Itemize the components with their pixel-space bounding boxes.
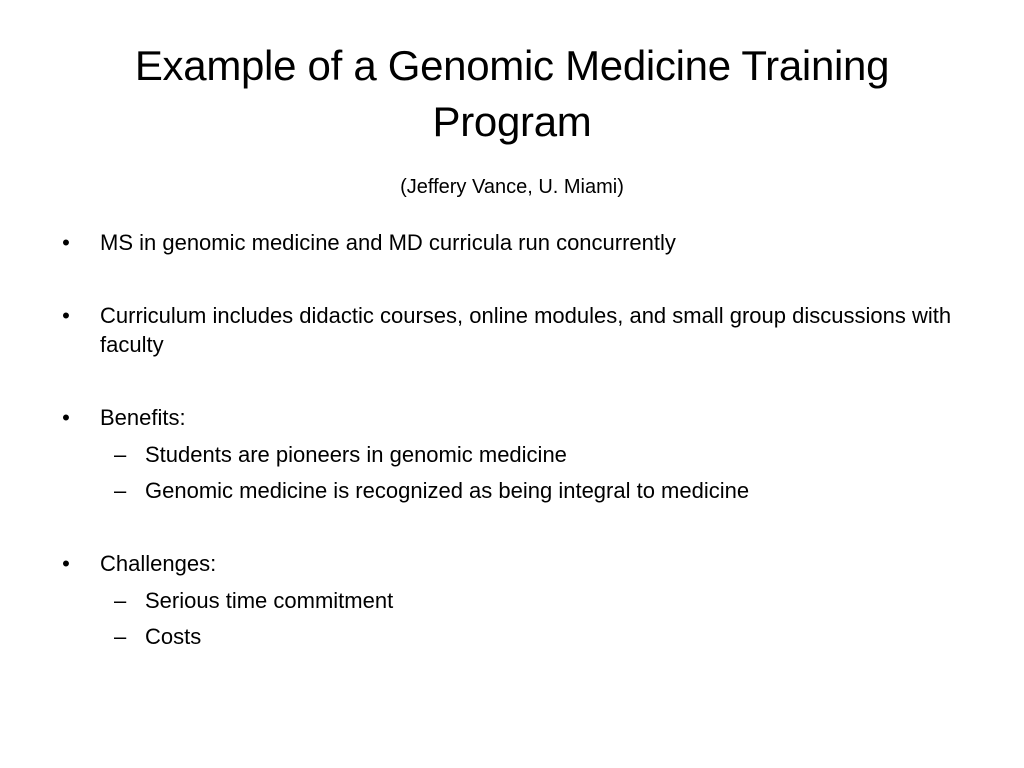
bullet-item — [60, 301, 970, 359]
sub-bullet-item — [100, 622, 970, 651]
slide-subtitle: (Jeffery Vance, U. Miami) — [400, 176, 624, 198]
dash-icon: – — [114, 624, 127, 649]
bullet-text: Challenges: — [100, 551, 217, 576]
bullet-text: Curriculum includes didactic courses, online modules, and small group discussions with faculty — [100, 303, 952, 357]
sub-bullet-text: Genomic medicine is recognized as being integral to medicine — [145, 478, 750, 503]
bullet-text: MS in genomic medicine and MD curricula run concurrently — [100, 230, 676, 255]
bullet-text: Benefits: — [100, 405, 186, 430]
sub-bullet-text: Costs — [145, 624, 202, 649]
sub-bullet-text: Students are pioneers in genomic medicine — [145, 442, 567, 467]
title-block — [60, 38, 964, 200]
bullet-item — [60, 549, 970, 651]
sub-bullet-list — [100, 586, 970, 651]
sub-bullet-item — [100, 586, 970, 615]
bullet-icon: • — [62, 405, 70, 430]
bullet-icon: • — [62, 551, 70, 576]
sub-bullet-item — [100, 476, 970, 505]
bullet-list — [60, 228, 970, 651]
bullet-icon: • — [62, 230, 70, 255]
dash-icon: – — [114, 478, 127, 503]
bullet-item — [60, 228, 970, 257]
slide-title: Example of a Genomic Medicine Training Program — [134, 42, 890, 145]
sub-bullet-item — [100, 440, 970, 469]
dash-icon: – — [114, 442, 127, 467]
dash-icon: – — [114, 588, 127, 613]
sub-bullet-text: Serious time commitment — [145, 588, 394, 613]
bullet-icon: • — [62, 303, 70, 328]
sub-bullet-list — [100, 440, 970, 505]
bullet-item — [60, 403, 970, 505]
